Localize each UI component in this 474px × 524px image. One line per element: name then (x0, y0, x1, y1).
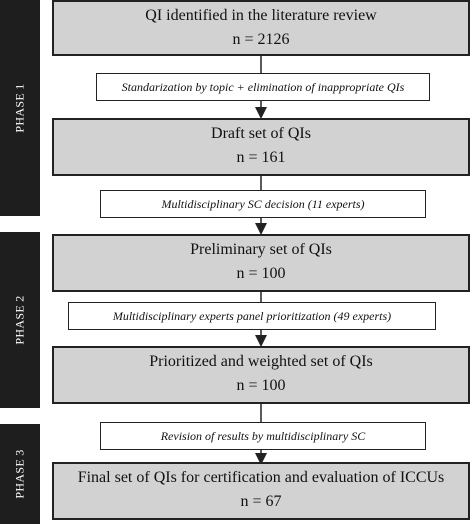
box-title: Preliminary set of QIs (190, 241, 332, 258)
box-title: QI identified in the literature review (145, 7, 377, 24)
box-count: n = 100 (236, 377, 286, 394)
box-title: Final set of QIs for certification and evaluation of ICCUs (77, 469, 445, 486)
phase-1-label: PHASE 1 (12, 83, 27, 133)
phase-3-label: PHASE 3 (12, 449, 27, 499)
step-sc-decision: Multidisciplinary SC decision (11 experts) (100, 190, 426, 218)
box-draft-set (52, 118, 470, 176)
step-standarization: Standarization by topic + elimination of inappropriate QIs (96, 73, 430, 101)
box-title: Prioritized and weighted set of QIs (149, 353, 373, 370)
box-final-set (52, 462, 470, 520)
box-preliminary-set (52, 234, 470, 292)
box-count: n = 100 (236, 265, 286, 282)
step-revision: Revision of results by multidisciplinary SC (100, 422, 426, 450)
phase-2-label: PHASE 2 (12, 295, 27, 345)
box-count: n = 67 (240, 493, 282, 510)
step-panel-prioritization: Multidisciplinary experts panel prioritization (49 experts) (68, 302, 436, 330)
box-prioritized-set (52, 346, 470, 404)
box-title: Draft set of QIs (211, 125, 311, 142)
box-count: n = 161 (236, 149, 286, 166)
box-literature-review (52, 0, 470, 56)
box-count: n = 2126 (232, 31, 290, 48)
